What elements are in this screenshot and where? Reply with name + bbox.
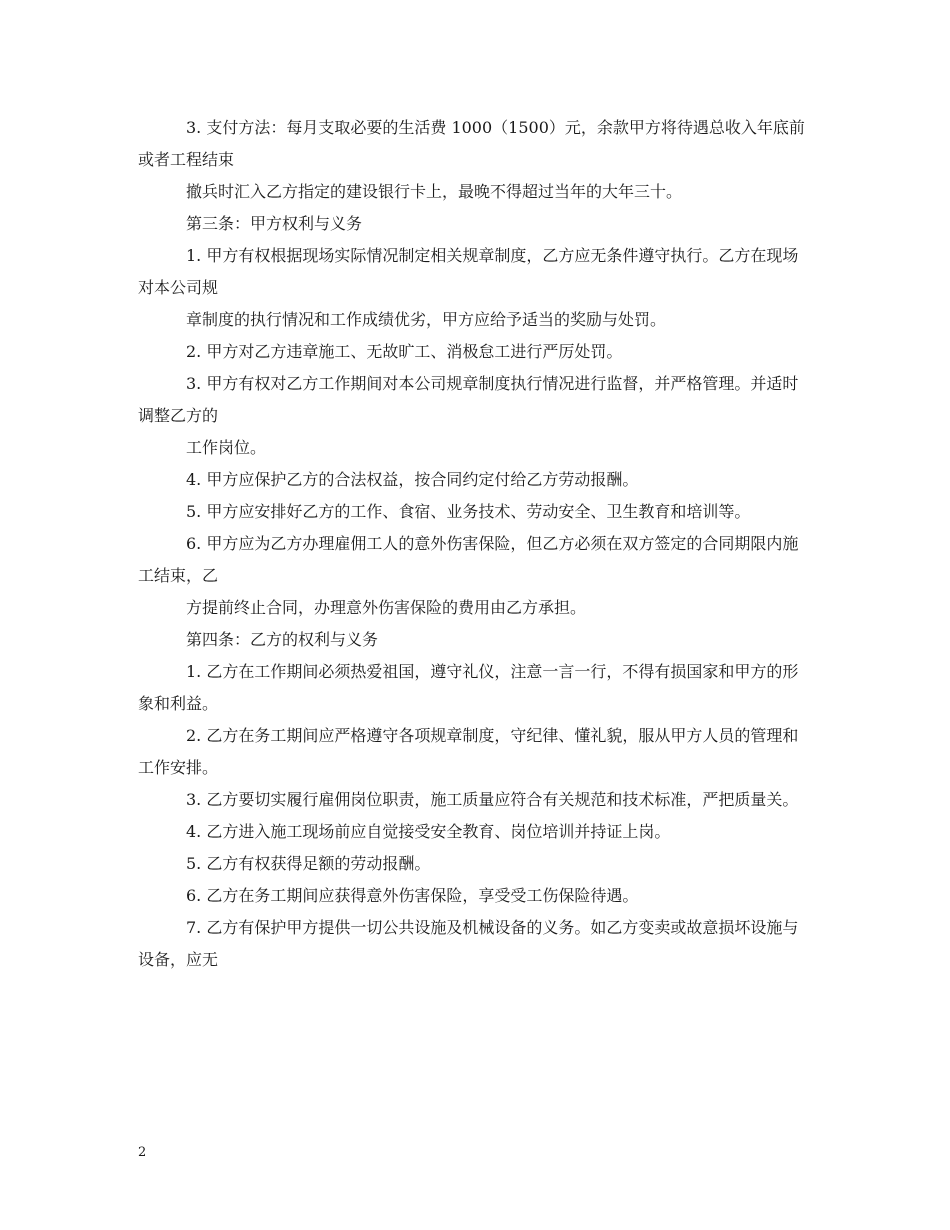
paragraph-party-b-2: 2. 乙方在务工期间应严格遵守各项规章制度，守纪律、懂礼貌，服从甲方人员的管理和工作安排。 [138, 726, 799, 777]
paragraph-party-a-6-continued: 方提前终止合同，办理意外伤害保险的费用由乙方承担。 [186, 598, 587, 617]
paragraph-party-b-3: 3. 乙方要切实履行雇佣岗位职责，施工质量应符合有关规范和技术标准，严把质量关。 [186, 790, 799, 809]
paragraph-party-a-4: 4. 甲方应保护乙方的合法权益，按合同约定付给乙方劳动报酬。 [186, 470, 639, 489]
page-number: 2 [138, 1145, 147, 1160]
heading-article-4: 第四条：乙方的权利与义务 [186, 630, 379, 649]
paragraph-party-b-6: 6. 乙方在务工期间应获得意外伤害保险，享受受工伤保险待遇。 [186, 886, 639, 905]
paragraph-payment-continued: 撤兵时汇入乙方指定的建设银行卡上，最晚不得超过当年的大年三十。 [186, 182, 683, 201]
paragraph-payment-method: 3. 支付方法：每月支取必要的生活费 1000（1500）元，余款甲方将待遇总收入年底前或者工程结束 [138, 118, 805, 169]
paragraph-party-a-1-continued: 章制度的执行情况和工作成绩优劣，甲方应给予适当的奖励与处罚。 [186, 310, 667, 329]
paragraph-party-a-3: 3. 甲方有权对乙方工作期间对本公司规章制度执行情况进行监督，并严格管理。并适时调整乙方的 [138, 374, 799, 425]
heading-article-3: 第三条：甲方权利与义务 [186, 214, 363, 233]
document-page [138, 112, 814, 976]
paragraph-party-a-6: 6. 甲方应为乙方办理雇佣工人的意外伤害保险，但乙方必须在双方签定的合同期限内施工结束，乙 [138, 534, 799, 585]
paragraph-party-a-1: 1. 甲方有权根据现场实际情况制定相关规章制度，乙方应无条件遵守执行。乙方在现场对本公司规 [138, 246, 799, 297]
paragraph-party-a-5: 5. 甲方应安排好乙方的工作、食宿、业务技术、劳动安全、卫生教育和培训等。 [186, 502, 751, 521]
paragraph-party-b-7: 7. 乙方有保护甲方提供一切公共设施及机械设备的义务。如乙方变卖或故意损坏设施与设备，应无 [138, 918, 799, 969]
paragraph-party-a-3-continued: 工作岗位。 [186, 438, 267, 457]
paragraph-party-a-2: 2. 甲方对乙方违章施工、无故旷工、消极怠工进行严厉处罚。 [186, 342, 623, 361]
paragraph-party-b-4: 4. 乙方进入施工现场前应自觉接受安全教育、岗位培训并持证上岗。 [186, 822, 671, 841]
paragraph-party-b-1: 1. 乙方在工作期间必须热爱祖国，遵守礼仪，注意一言一行，不得有损国家和甲方的形象和利益。 [138, 662, 799, 713]
paragraph-party-b-5: 5. 乙方有权获得足额的劳动报酬。 [186, 854, 431, 873]
